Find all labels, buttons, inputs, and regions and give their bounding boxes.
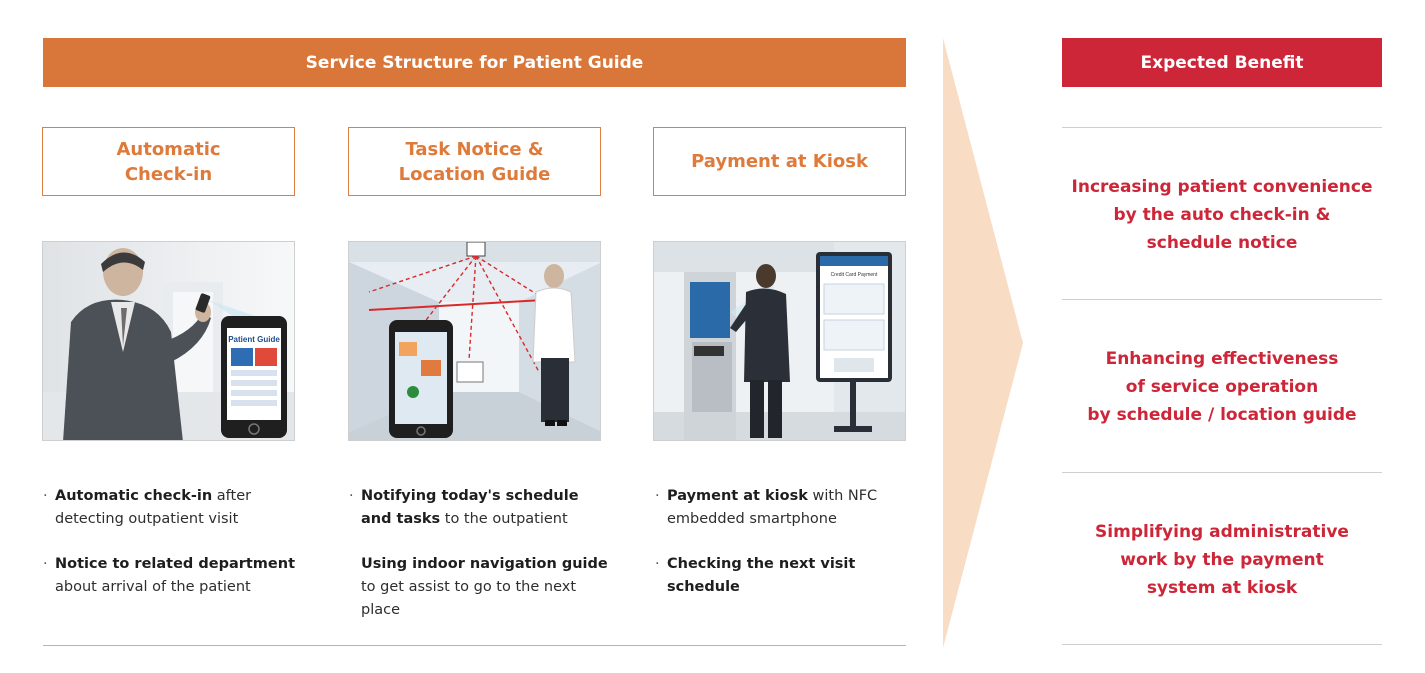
benefit-line: by schedule / location guide [1087,405,1357,425]
bullet-bold: schedule [667,579,740,595]
bullet-item [43,553,305,599]
bullet-dot-icon: · [349,488,354,504]
benefit-divider [1062,127,1382,128]
image-payment-kiosk [653,241,906,441]
bullet-item [43,485,305,531]
bullet-bold: Automatic check-in [55,488,213,504]
bullet-bold: Notice to related department [55,556,296,572]
benefit-line: work by the payment [1120,550,1324,570]
benefit-line: Increasing patient convenience [1071,177,1373,197]
col-title-automatic-check-in [42,127,295,196]
bullet-bold: and tasks [361,511,441,527]
col-title-line: Automatic [116,138,221,160]
benefit-divider [1062,644,1382,645]
bullet-bold: Payment at kiosk [667,488,808,504]
bullet-dot-icon: · [43,488,48,504]
bullet-item [349,485,611,531]
expected-benefit-title: Expected Benefit [1140,52,1304,73]
col-title-line: Payment at Kiosk [691,151,868,172]
chevron-right-arrow-icon [943,38,1025,648]
bullet-bold: Checking the next visit [667,556,856,572]
service-structure-header [43,38,906,87]
phone-app-title: Patient Guide [228,335,280,344]
benefit-item [1062,173,1382,257]
col-title-line: Location Guide [398,163,551,185]
benefit-line: system at kiosk [1146,578,1298,598]
col-title-line: Task Notice & [405,138,544,160]
col-title-task-notice [348,127,601,196]
benefit-item [1062,518,1382,602]
benefit-line: of service operation [1125,377,1319,397]
bullet-text: to get assist to go to the next [361,579,577,595]
bullet-dot-icon: · [655,488,660,504]
benefit-line: Enhancing effectiveness [1105,349,1339,369]
benefit-divider [1062,299,1382,300]
bullet-dot-icon: · [43,556,48,572]
service-structure-title: Service Structure for Patient Guide [305,52,644,73]
bullet-text: with NFC [807,488,878,504]
bullet-bold: Using indoor navigation guide [361,556,608,572]
image-automatic-check-in [42,241,295,441]
benefit-line: schedule notice [1146,233,1298,253]
expected-benefit-header [1062,38,1382,87]
bullet-dot-icon: · [655,556,660,572]
benefit-divider [1062,472,1382,473]
col-title-line: Check-in [124,163,213,185]
bullet-item [361,553,611,622]
bullet-text: detecting outpatient visit [55,511,239,527]
image-task-notice-location [348,241,601,441]
benefit-line: by the auto check-in & [1113,205,1331,225]
bullet-item [655,485,907,531]
bottom-divider [43,645,906,646]
col-title-payment-kiosk [653,127,906,196]
benefit-line: Simplifying administrative [1095,522,1349,542]
bullet-item [655,553,907,599]
bullet-bold: Notifying today's schedule [361,488,579,504]
kiosk-screen-title: Credit Card Payment [830,272,878,278]
bullet-text: embedded smartphone [667,511,837,527]
bullet-text: place [361,602,401,618]
benefit-item [1062,345,1382,429]
bullet-text: after [212,488,252,504]
bullet-text: about arrival of the patient [55,579,251,595]
bullet-text: to the outpatient [440,511,568,527]
